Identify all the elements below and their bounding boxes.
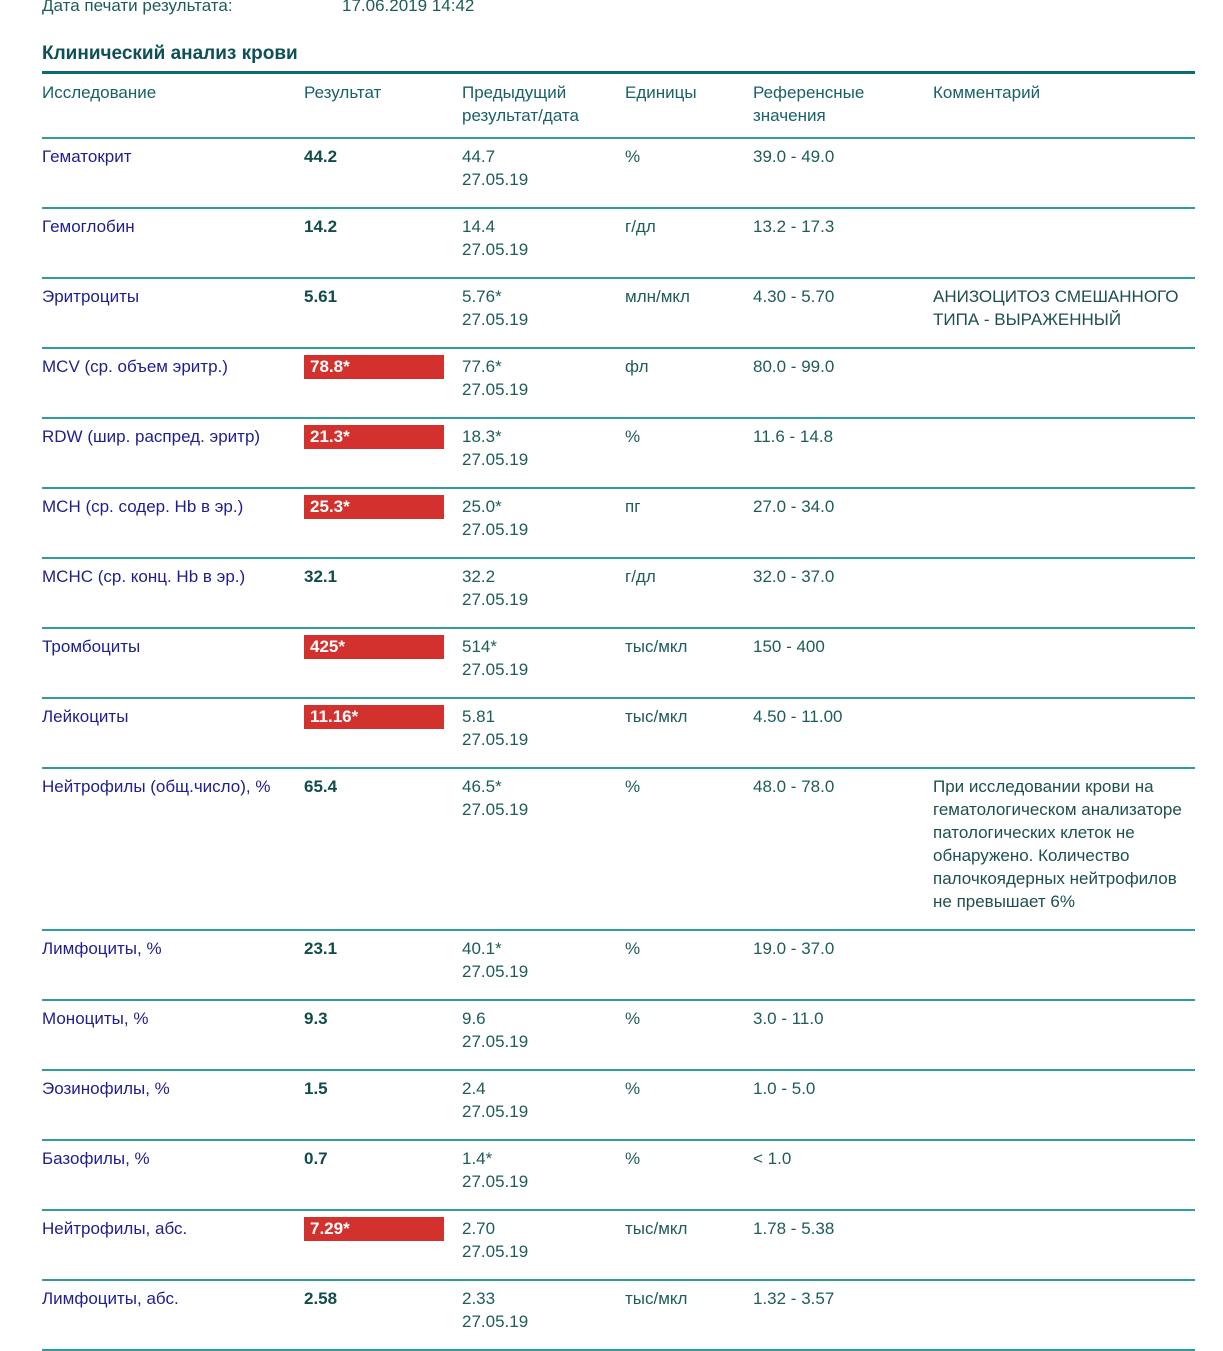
reference-range-cell: 3.0 - 11.0 bbox=[753, 1000, 933, 1070]
previous-result-date: 27.05.19 bbox=[462, 380, 529, 399]
result-cell bbox=[304, 1210, 462, 1280]
result-cell bbox=[304, 768, 462, 930]
table-row bbox=[42, 558, 1195, 628]
column-header-previous: Предыдущий результат/дата bbox=[462, 73, 625, 139]
flagged-result-value: 425* bbox=[304, 635, 444, 659]
previous-result-cell bbox=[462, 488, 625, 558]
column-header-test: Исследование bbox=[42, 73, 304, 139]
comment-cell bbox=[933, 138, 1195, 208]
result-cell bbox=[304, 1140, 462, 1210]
result-value: 44.2 bbox=[304, 147, 338, 166]
units-cell: % bbox=[625, 1000, 753, 1070]
units-cell: тыс/мкл bbox=[625, 1280, 753, 1350]
table-row bbox=[42, 628, 1195, 698]
units-cell: % bbox=[625, 768, 753, 930]
comment-cell bbox=[933, 1140, 1195, 1210]
units-cell: тыс/мкл bbox=[625, 1210, 753, 1280]
previous-result-value: 5.76* bbox=[462, 287, 502, 306]
column-header-units: Единицы bbox=[625, 73, 753, 139]
table-row bbox=[42, 1280, 1195, 1350]
test-name: Лимфоциты, абс. bbox=[42, 1280, 304, 1350]
previous-result-value: 46.5* bbox=[462, 777, 502, 796]
reference-range-cell: 150 - 400 bbox=[753, 628, 933, 698]
units-cell: % bbox=[625, 1140, 753, 1210]
previous-result-cell bbox=[462, 348, 625, 418]
result-cell bbox=[304, 208, 462, 278]
test-name: Нейтрофилы (общ.число), % bbox=[42, 768, 304, 930]
results-table bbox=[42, 71, 1195, 1351]
comment-cell bbox=[933, 1000, 1195, 1070]
previous-result-value: 40.1* bbox=[462, 939, 502, 958]
previous-result-cell bbox=[462, 208, 625, 278]
previous-result-date: 27.05.19 bbox=[462, 450, 529, 469]
result-value: 0.7 bbox=[304, 1149, 328, 1168]
previous-result-date: 27.05.19 bbox=[462, 240, 529, 259]
test-name: MCV (ср. объем эритр.) bbox=[42, 348, 304, 418]
previous-result-value: 2.33 bbox=[462, 1289, 496, 1308]
previous-result-date: 27.05.19 bbox=[462, 520, 529, 539]
comment-cell bbox=[933, 558, 1195, 628]
table-row bbox=[42, 208, 1195, 278]
previous-result-date: 27.05.19 bbox=[462, 1172, 529, 1191]
units-cell: фл bbox=[625, 348, 753, 418]
comment-cell bbox=[933, 348, 1195, 418]
reference-range-cell: 1.78 - 5.38 bbox=[753, 1210, 933, 1280]
reference-range-cell: < 1.0 bbox=[753, 1140, 933, 1210]
comment-cell: АНИЗОЦИТОЗ СМЕШАННОГО ТИПА - ВЫРАЖЕННЫЙ bbox=[933, 278, 1195, 348]
previous-result-value: 14.4 bbox=[462, 217, 496, 236]
previous-result-value: 44.7 bbox=[462, 147, 496, 166]
previous-result-cell bbox=[462, 558, 625, 628]
previous-result-date: 27.05.19 bbox=[462, 800, 529, 819]
reference-range-cell: 1.0 - 5.0 bbox=[753, 1070, 933, 1140]
previous-result-cell bbox=[462, 1070, 625, 1140]
reference-range-cell: 27.0 - 34.0 bbox=[753, 488, 933, 558]
reference-range-cell: 1.32 - 3.57 bbox=[753, 1280, 933, 1350]
comment-cell bbox=[933, 930, 1195, 1000]
test-name: Базофилы, % bbox=[42, 1140, 304, 1210]
previous-result-date: 27.05.19 bbox=[462, 962, 529, 981]
test-name: RDW (шир. распред. эритр) bbox=[42, 418, 304, 488]
table-row bbox=[42, 1140, 1195, 1210]
reference-range-cell: 13.2 - 17.3 bbox=[753, 208, 933, 278]
test-name: Тромбоциты bbox=[42, 628, 304, 698]
previous-result-value: 1.4* bbox=[462, 1149, 493, 1168]
previous-result-cell bbox=[462, 1280, 625, 1350]
result-cell bbox=[304, 138, 462, 208]
previous-result-value: 25.0* bbox=[462, 497, 502, 516]
reference-range-cell: 39.0 - 49.0 bbox=[753, 138, 933, 208]
print-date-line bbox=[42, 0, 1195, 17]
flagged-result-value: 7.29* bbox=[304, 1217, 444, 1241]
previous-result-value: 77.6* bbox=[462, 357, 502, 376]
test-name: Гемоглобин bbox=[42, 208, 304, 278]
previous-result-date: 27.05.19 bbox=[462, 590, 529, 609]
flagged-result-value: 78.8* bbox=[304, 355, 444, 379]
reference-range-cell: 48.0 - 78.0 bbox=[753, 768, 933, 930]
test-name: MCH (ср. содер. Hb в эр.) bbox=[42, 488, 304, 558]
previous-result-value: 5.81 bbox=[462, 707, 496, 726]
result-value: 23.1 bbox=[304, 939, 338, 958]
comment-cell bbox=[933, 208, 1195, 278]
previous-result-date: 27.05.19 bbox=[462, 310, 529, 329]
comment-cell bbox=[933, 1280, 1195, 1350]
flagged-result-value: 25.3* bbox=[304, 495, 444, 519]
previous-result-date: 27.05.19 bbox=[462, 170, 529, 189]
reference-range-cell: 11.6 - 14.8 bbox=[753, 418, 933, 488]
previous-result-date: 27.05.19 bbox=[462, 1032, 529, 1051]
previous-result-date: 27.05.19 bbox=[462, 660, 529, 679]
previous-result-value: 514* bbox=[462, 637, 497, 656]
result-cell bbox=[304, 348, 462, 418]
comment-cell bbox=[933, 628, 1195, 698]
units-cell: тыс/мкл bbox=[625, 628, 753, 698]
test-name: Лейкоциты bbox=[42, 698, 304, 768]
previous-result-cell bbox=[462, 930, 625, 1000]
result-value: 32.1 bbox=[304, 567, 338, 586]
column-header-reference: Референсные значения bbox=[753, 73, 933, 139]
comment-cell bbox=[933, 418, 1195, 488]
result-cell bbox=[304, 930, 462, 1000]
units-cell: млн/мкл bbox=[625, 278, 753, 348]
test-name: Эритроциты bbox=[42, 278, 304, 348]
flagged-result-value: 21.3* bbox=[304, 425, 444, 449]
units-cell: % bbox=[625, 930, 753, 1000]
table-row bbox=[42, 418, 1195, 488]
previous-result-date: 27.05.19 bbox=[462, 1242, 529, 1261]
table-row bbox=[42, 1070, 1195, 1140]
units-cell: пг bbox=[625, 488, 753, 558]
test-name: Гематокрит bbox=[42, 138, 304, 208]
column-header-result: Результат bbox=[304, 73, 462, 139]
units-cell: % bbox=[625, 138, 753, 208]
previous-result-date: 27.05.19 bbox=[462, 730, 529, 749]
reference-range-cell: 32.0 - 37.0 bbox=[753, 558, 933, 628]
units-cell: г/дл bbox=[625, 208, 753, 278]
result-value: 14.2 bbox=[304, 217, 338, 236]
result-value: 9.3 bbox=[304, 1009, 328, 1028]
test-name: Моноциты, % bbox=[42, 1000, 304, 1070]
previous-result-cell bbox=[462, 628, 625, 698]
reference-range-cell: 4.50 - 11.00 bbox=[753, 698, 933, 768]
test-name: Лимфоциты, % bbox=[42, 930, 304, 1000]
previous-result-cell bbox=[462, 698, 625, 768]
result-cell bbox=[304, 698, 462, 768]
table-row bbox=[42, 768, 1195, 930]
result-cell bbox=[304, 278, 462, 348]
previous-result-cell bbox=[462, 1210, 625, 1280]
result-cell bbox=[304, 1280, 462, 1350]
table-row bbox=[42, 278, 1195, 348]
previous-result-value: 9.6 bbox=[462, 1009, 486, 1028]
print-date-label: Дата печати результата: bbox=[42, 0, 233, 15]
result-cell bbox=[304, 488, 462, 558]
reference-range-cell: 19.0 - 37.0 bbox=[753, 930, 933, 1000]
result-cell bbox=[304, 1070, 462, 1140]
previous-result-date: 27.05.19 bbox=[462, 1312, 529, 1331]
column-header-comment: Комментарий bbox=[933, 73, 1195, 139]
result-cell bbox=[304, 1000, 462, 1070]
previous-result-cell bbox=[462, 418, 625, 488]
result-value: 5.61 bbox=[304, 287, 338, 306]
comment-cell: При исследовании крови на гематологическом анализаторе патологических клеток не обнаружено. Количество палочкоядерных нейтрофилов не превышает 6% bbox=[933, 768, 1195, 930]
previous-result-value: 18.3* bbox=[462, 427, 502, 446]
units-cell: % bbox=[625, 418, 753, 488]
comment-cell bbox=[933, 1070, 1195, 1140]
test-name: Эозинофилы, % bbox=[42, 1070, 304, 1140]
reference-range-cell: 4.30 - 5.70 bbox=[753, 278, 933, 348]
result-cell bbox=[304, 558, 462, 628]
comment-cell bbox=[933, 488, 1195, 558]
table-row bbox=[42, 1000, 1195, 1070]
table-row bbox=[42, 930, 1195, 1000]
previous-result-value: 2.4 bbox=[462, 1079, 486, 1098]
previous-result-value: 2.70 bbox=[462, 1219, 496, 1238]
units-cell: тыс/мкл bbox=[625, 698, 753, 768]
previous-result-cell bbox=[462, 1000, 625, 1070]
result-value: 1.5 bbox=[304, 1079, 328, 1098]
previous-result-cell bbox=[462, 138, 625, 208]
units-cell: % bbox=[625, 1070, 753, 1140]
table-row bbox=[42, 1210, 1195, 1280]
test-name: Нейтрофилы, абс. bbox=[42, 1210, 304, 1280]
result-value: 2.58 bbox=[304, 1289, 338, 1308]
section-title: Клинический анализ крови bbox=[42, 43, 298, 64]
result-cell bbox=[304, 418, 462, 488]
table-row bbox=[42, 698, 1195, 768]
test-name: MCHC (ср. конц. Hb в эр.) bbox=[42, 558, 304, 628]
table-row bbox=[42, 138, 1195, 208]
table-row bbox=[42, 488, 1195, 558]
flagged-result-value: 11.16* bbox=[304, 705, 444, 729]
previous-result-cell bbox=[462, 278, 625, 348]
result-value: 65.4 bbox=[304, 777, 338, 796]
units-cell: г/дл bbox=[625, 558, 753, 628]
previous-result-cell bbox=[462, 768, 625, 930]
previous-result-value: 32.2 bbox=[462, 567, 496, 586]
comment-cell bbox=[933, 698, 1195, 768]
comment-cell bbox=[933, 1210, 1195, 1280]
previous-result-date: 27.05.19 bbox=[462, 1102, 529, 1121]
previous-result-cell bbox=[462, 1140, 625, 1210]
print-date-value: 17.06.2019 14:42 bbox=[342, 0, 475, 15]
table-header-row bbox=[42, 73, 1195, 139]
result-cell bbox=[304, 628, 462, 698]
reference-range-cell: 80.0 - 99.0 bbox=[753, 348, 933, 418]
table-row bbox=[42, 348, 1195, 418]
